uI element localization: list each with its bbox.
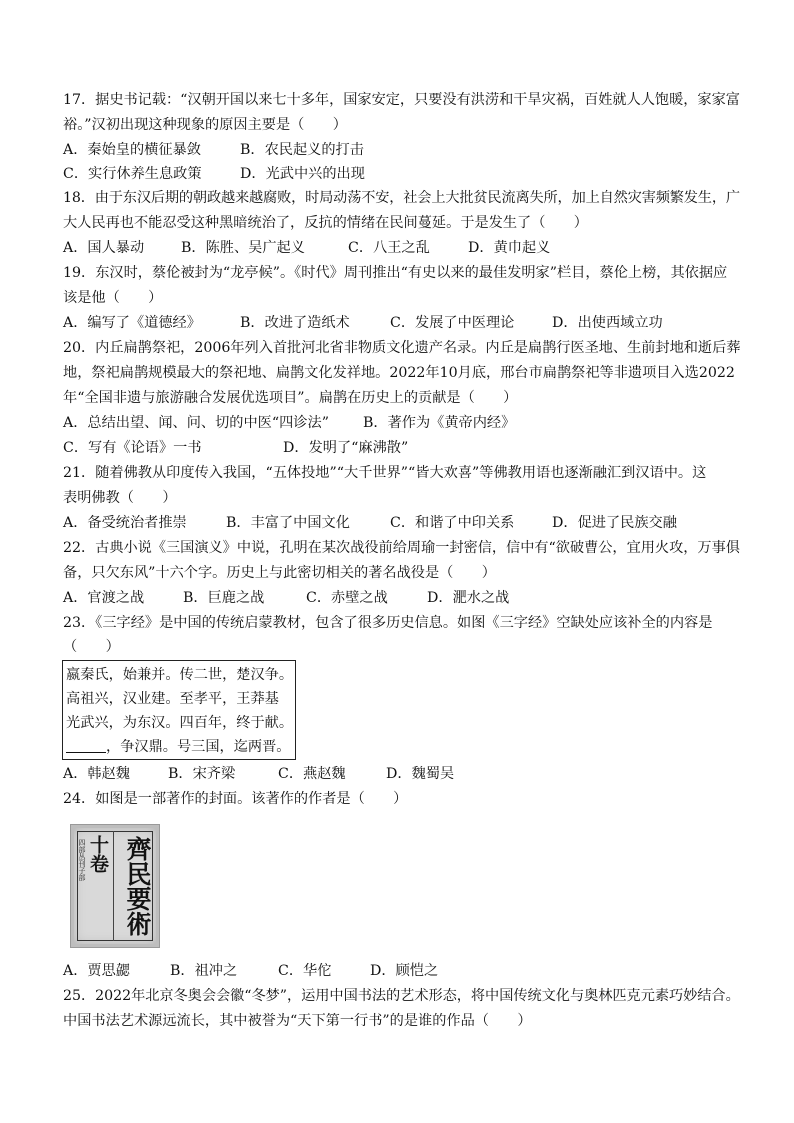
q23-option-a[interactable]: A．韩赵魏 <box>63 766 130 782</box>
book-volume-label: 十卷 <box>87 835 109 873</box>
q20-option-c[interactable]: C．写有《论语》一书 <box>63 440 202 456</box>
q23-stem-line2: （ ） <box>63 639 120 655</box>
q21-option-b[interactable]: B．丰富了中国文化 <box>226 515 350 531</box>
q18-option-d[interactable]: D．黄巾起义 <box>468 240 551 256</box>
q19-stem-line1: 19．东汉时，蔡伦被封为“龙亭候”。《时代》周刊推出“有史以来的最佳发明家”栏目，蔡伦上榜，其依据应 <box>63 265 728 281</box>
q23-stem-line1: 23．《三字经》是中国的传统启蒙教材，包含了很多历史信息。如图《三字经》空缺处应该补全的内容是 <box>63 615 713 631</box>
q23-option-b[interactable]: B．宋齐梁 <box>168 766 236 782</box>
q20-stem-line1: 20．内丘扁鹊祭祀，2006年列入首批河北省非物质文化遗产名录。内丘是扁鹊行医圣地、生前封地和逝后葬 <box>63 340 741 356</box>
verse-blank <box>66 738 106 753</box>
verse-line-4 <box>66 737 290 757</box>
q19-option-b[interactable]: B．改进了造纸术 <box>240 315 350 331</box>
q17-option-c[interactable]: C．实行休养生息政策 <box>63 166 202 182</box>
q24-option-c[interactable]: C．华佗 <box>278 963 332 979</box>
q18-option-b[interactable]: B．陈胜、吴广起义 <box>181 240 305 256</box>
book-title-label: 齊民要術 <box>123 836 152 936</box>
q21-option-a[interactable]: A．备受统治者推崇 <box>63 515 187 531</box>
q22-stem-line2: 备，只欠东风”十六个字。历史上与此密切相关的著名战役是（ ） <box>63 565 496 581</box>
verse-line-2: 高祖兴，汉业建。至孝平，王莽基 <box>66 691 279 707</box>
sanzijing-excerpt-box <box>62 660 296 760</box>
book-cover-image <box>70 824 160 948</box>
q19-option-c[interactable]: C．发展了中医理论 <box>390 315 515 331</box>
q24-option-a[interactable]: A．贾思勰 <box>63 963 130 979</box>
q17-stem-line1: 17．据史书记载：“汉朝开国以来七十多年，国家安定，只要没有洪涝和干旱灾祸，百姓就人人饱暖，家家富 <box>63 92 740 108</box>
verse-line-3: 光武兴，为东汉。四百年，终于献。 <box>66 715 294 731</box>
q24-option-b[interactable]: B．祖冲之 <box>170 963 238 979</box>
q24-stem-line1: 24．如图是一部著作的封面。该著作的作者是（ ） <box>63 791 408 807</box>
q20-stem-line3: 年“全国非遗与旅游融合发展优选项目”。扁鹊在历史上的贡献是（ ） <box>63 390 518 406</box>
q22-option-d[interactable]: D．淝水之战 <box>427 590 510 606</box>
book-series-label: 四部丛刊子部 <box>78 839 86 881</box>
q17-option-b[interactable]: B．农民起义的打击 <box>240 142 364 158</box>
q22-option-a[interactable]: A．官渡之战 <box>63 590 145 606</box>
q20-option-b[interactable]: B．著作为《黄帝内经》 <box>363 415 516 431</box>
q18-option-c[interactable]: C．八王之乱 <box>348 240 430 256</box>
q17-option-d[interactable]: D．光武中兴的出现 <box>240 166 365 182</box>
q17-stem-line2: 裕。”汉初出现这种现象的原因主要是（ ） <box>63 117 347 133</box>
q21-option-c[interactable]: C．和谐了中印关系 <box>390 515 515 531</box>
q19-option-d[interactable]: D．出使西域立功 <box>552 315 663 331</box>
q25-stem-line1: 25．2022年北京冬奥会会徽“冬梦”，运用中国书法的艺术形态，将中国传统文化与奥林匹克元素巧妙结合。 <box>63 988 740 1004</box>
q22-option-b[interactable]: B．巨鹿之战 <box>183 590 265 606</box>
q21-stem-line2: 表明佛教（ ） <box>63 490 177 506</box>
q22-stem-line1: 22．古典小说《三国演义》中说，孔明在某次战役前给周瑜一封密信，信中有“欲破曹公，宜用火攻，万事俱 <box>63 540 740 556</box>
verse-line-1: 嬴秦氏，始兼并。传二世，楚汉争。 <box>66 667 294 683</box>
q21-option-d[interactable]: D．促进了民族交融 <box>552 515 677 531</box>
verse-line-4-text: ，争汉鼎。号三国，迄两晋。 <box>106 739 291 755</box>
q22-option-c[interactable]: C．赤壁之战 <box>306 590 388 606</box>
q19-option-a[interactable]: A．编写了《道德经》 <box>63 315 201 331</box>
q18-stem-line1: 18．由于东汉后期的朝政越来越腐败，时局动荡不安，社会上大批贫民流离失所，加上自然灾害频繁发生，广 <box>63 190 740 206</box>
q18-option-a[interactable]: A．国人暴动 <box>63 240 145 256</box>
q19-stem-line2: 该是他（ ） <box>63 290 163 306</box>
q23-option-c[interactable]: C．燕赵魏 <box>278 766 346 782</box>
q20-option-d[interactable]: D．发明了“麻沸散” <box>283 440 409 456</box>
q21-stem-line1: 21．随着佛教从印度传入我国，“五体投地”“大千世界”“皆大欢喜”等佛教用语也逐渐融汇到汉语中。这 <box>63 465 707 481</box>
q20-option-a[interactable]: A．总结出望、闻、问、切的中医“四诊法” <box>63 415 329 431</box>
q24-option-d[interactable]: D．顾恺之 <box>370 963 439 979</box>
q18-stem-line2: 大人民再也不能忍受这种黑暗统治了，反抗的情绪在民间蔓延。于是发生了（ ） <box>63 215 588 231</box>
q20-stem-line2: 地，祭祀扁鹊规模最大的祭祀地、扁鹊文化发祥地。2022年10月底，邢台市扁鹊祭祀等非遗项目入选2022 <box>63 365 735 381</box>
q25-stem-line2: 中国书法艺术源远流长，其中被誉为“天下第一行书”的是谁的作品（ ） <box>63 1013 532 1029</box>
book-cover-divider <box>113 831 114 941</box>
q23-option-d[interactable]: D．魏蜀吴 <box>386 766 455 782</box>
q17-option-a[interactable]: A．秦始皇的横征暴敛 <box>63 142 201 158</box>
